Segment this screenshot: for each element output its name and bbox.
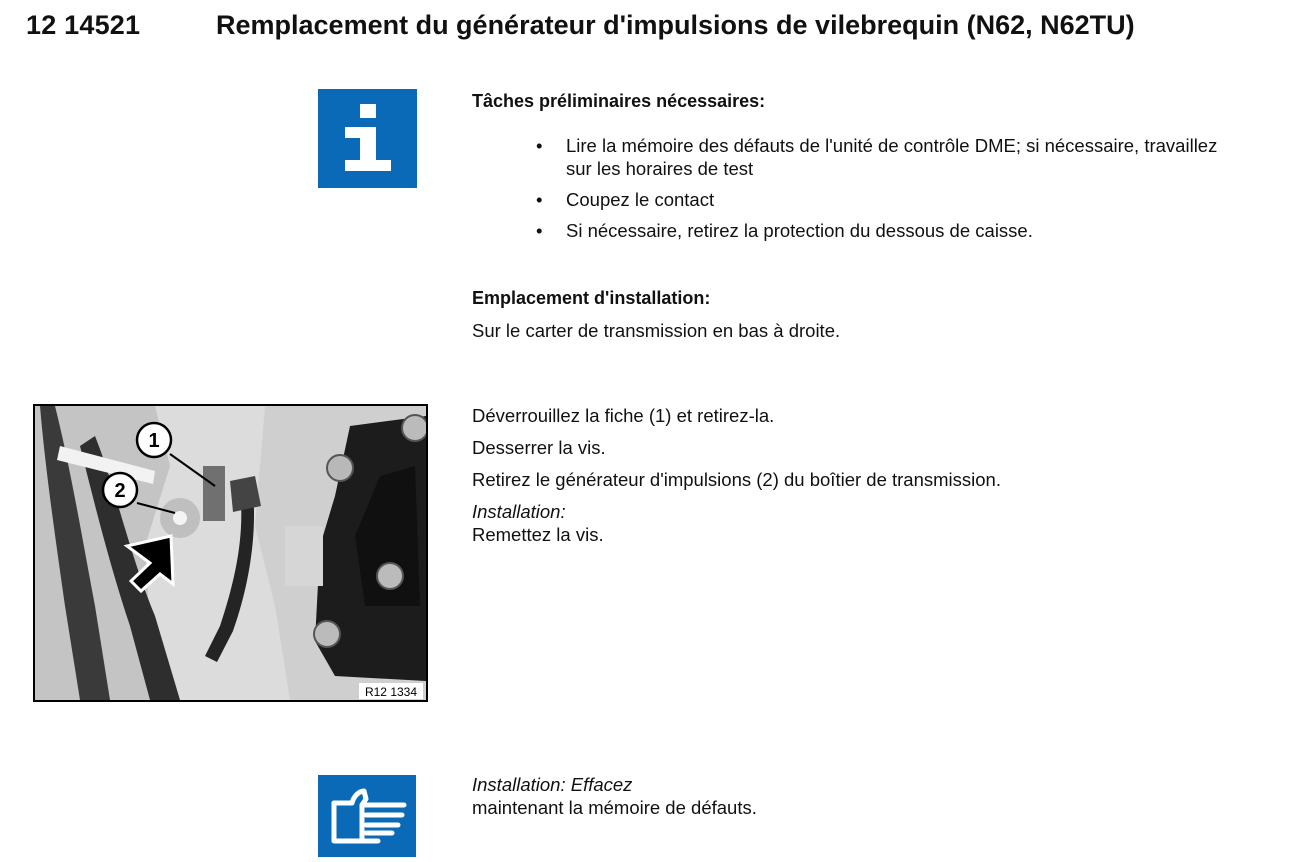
callout-2 [103, 473, 137, 507]
list-item-text: Si nécessaire, retirez la protection du dessous de caisse. [566, 220, 1033, 241]
list-item [472, 188, 1292, 211]
list-item-text: Lire la mémoire des défauts de l'unité de contrôle DME; si nécessaire, travaillez [566, 135, 1218, 156]
list-item [472, 134, 1292, 180]
installation-text: Remettez la vis. [472, 524, 604, 545]
info-icon [318, 89, 417, 188]
document-number: 12 14521 [26, 10, 141, 40]
callout-1-label: 1 [148, 430, 160, 452]
page-title: Remplacement du générateur d'impulsions de vilebrequin (N62, N62TU) [216, 10, 1135, 40]
preliminary-tasks-list [472, 134, 1292, 250]
list-item-text: sur les horaires de test [566, 158, 754, 179]
bullet: • [536, 189, 543, 210]
pointing-hand-icon [318, 775, 416, 857]
step-text: Déverrouillez la fiche (1) et retirez-la. [472, 405, 775, 426]
installation-location-heading: Emplacement d'installation: [472, 288, 711, 308]
procedure-steps [472, 404, 1001, 546]
list-item [472, 219, 1292, 242]
crankshaft-sensor-figure [33, 404, 428, 702]
step-text: Desserrer la vis. [472, 437, 606, 458]
figure-reference: R12 1334 [364, 685, 418, 699]
preliminary-tasks-heading: Tâches préliminaires nécessaires: [472, 91, 766, 111]
installation-location-text: Sur le carter de transmission en bas à droite. [472, 320, 841, 341]
list-item-text: Coupez le contact [566, 189, 715, 210]
installation-label: Installation: [472, 501, 566, 522]
step-text: Retirez le générateur d'impulsions (2) du boîtier de transmission. [472, 469, 1001, 490]
callout-1 [137, 423, 171, 457]
final-installation-label: Installation: Effacez [472, 774, 633, 795]
bullet: • [536, 220, 543, 241]
final-installation-text: maintenant la mémoire de défauts. [472, 797, 757, 818]
bullet: • [536, 135, 543, 156]
callout-2-label: 2 [114, 480, 126, 502]
